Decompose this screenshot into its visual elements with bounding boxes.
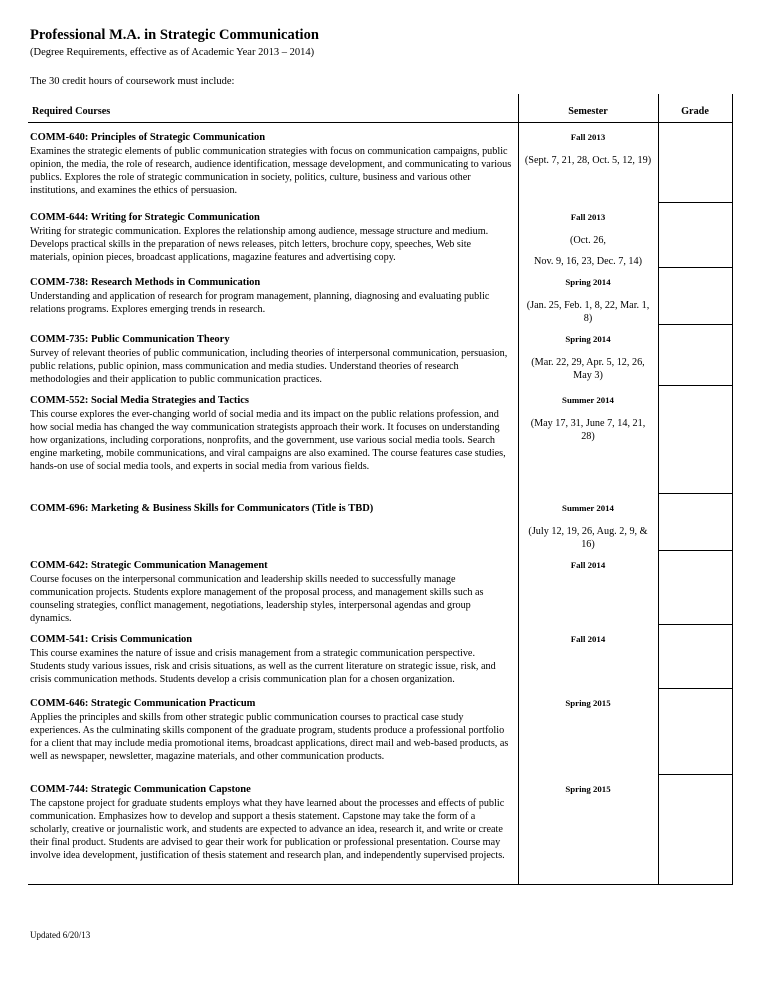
document-subtitle: (Degree Requirements, effective as of Academic Year 2013 – 2014) [30, 47, 315, 58]
session-dates-line: (May 17, 31, June 7, 14, 21, 28) [530, 417, 646, 442]
semester-term: Summer 2014 [562, 502, 614, 513]
session-dates-line: Nov. 9, 16, 23, Dec. 7, 14) [534, 255, 642, 267]
semester-term: Fall 2013 [570, 132, 606, 142]
course-title: COMM-744: Strategic Communication Capstone [30, 783, 251, 795]
semester-cell [518, 689, 658, 775]
session-dates [525, 525, 652, 551]
course-rows [28, 123, 732, 885]
requirements-table [28, 94, 733, 885]
course-cell [28, 268, 518, 325]
semester-term: Fall 2014 [570, 633, 606, 644]
grade-cell[interactable] [658, 551, 732, 625]
course-description: Applies the principles and skills from other strategic public communication courses to practical case study experiences. As the culminating skills component of the graduate program, students produce a professional portfolio for a client that may include media promotional items, broadcast applications, direct mail and web-based products, as well as newspaper, newsletter, magazine materials, and other communication products. [30, 711, 509, 762]
course-title: COMM-541: Crisis Communication [30, 633, 193, 645]
semester-cell [518, 268, 658, 325]
course-description: Understanding and application of research for program management, planning, diagnosing and evaluating public relations programs. Explores emerging trends in research. [30, 290, 490, 315]
semester-cell [518, 494, 658, 551]
updated-date: Updated 6/20/13 [30, 930, 91, 940]
grade-cell[interactable] [658, 494, 732, 551]
document-title: Professional M.A. in Strategic Communication [30, 27, 319, 43]
header-semester: Semester [518, 94, 658, 123]
course-title: COMM-735: Public Communication Theory [30, 333, 230, 345]
course-cell [28, 494, 518, 551]
table-row [28, 775, 732, 885]
table-row [28, 386, 732, 494]
course-cell [28, 386, 518, 494]
semester-cell [518, 551, 658, 625]
course-description: Writing for strategic communication. Explores the relationship among audience, message structure and medium. Develops practical skills in the preparation of news releases, pitch letters, brochure copy, speeches, Web site materials, opinion pieces, broadcast applications, magazine features and advertising copy. [30, 225, 489, 263]
header-required-courses: Required Courses [28, 94, 518, 123]
semester-term: Spring 2015 [565, 697, 611, 708]
table-row [28, 625, 732, 689]
session-dates-line: (July 12, 19, 26, Aug. 2, 9, & 16) [528, 525, 648, 550]
document-intro: The 30 credit hours of coursework must include: [30, 76, 235, 87]
semester-term: Spring 2015 [565, 783, 611, 794]
semester-cell [518, 625, 658, 689]
session-dates [525, 417, 652, 443]
table-row [28, 203, 732, 268]
course-title: COMM-642: Strategic Communication Management [30, 559, 268, 571]
session-dates-line: (Jan. 25, Feb. 1, 8, 22, Mar. 1, 8) [526, 299, 650, 324]
table-row [28, 551, 732, 625]
table-row [28, 494, 732, 551]
grade-cell[interactable] [658, 689, 732, 775]
header-grade: Grade [658, 94, 732, 123]
course-title: COMM-646: Strategic Communication Practicum [30, 697, 256, 709]
semester-term: Spring 2014 [565, 276, 611, 287]
grade-cell[interactable] [658, 775, 732, 885]
semester-term: Summer 2014 [562, 394, 614, 405]
session-dates [525, 154, 652, 167]
course-description: Survey of relevant theories of public communication, including theories of interpersonal communication, persuasion, public relations, public opinion, mass communication and media studies. Understand theories of research methodologies and their application to public communication practices. [30, 347, 508, 385]
grade-cell[interactable] [658, 386, 732, 494]
course-cell [28, 775, 518, 885]
course-title: COMM-640: Principles of Strategic Communication [30, 132, 266, 143]
course-title: COMM-738: Research Methods in Communication [30, 276, 261, 288]
semester-term: Spring 2014 [565, 333, 611, 344]
course-cell [28, 123, 518, 203]
course-cell [28, 551, 518, 625]
grade-cell[interactable] [658, 203, 732, 268]
course-cell [28, 625, 518, 689]
course-cell [28, 203, 518, 268]
table-row [28, 123, 732, 203]
course-title: COMM-644: Writing for Strategic Communication [30, 211, 260, 223]
semester-cell [518, 123, 658, 203]
grade-cell[interactable] [658, 625, 732, 689]
session-dates-line: (Mar. 22, 29, Apr. 5, 12, 26, May 3) [531, 356, 645, 381]
table-header-row [28, 94, 732, 123]
session-dates-line: (Sept. 7, 21, 28, Oct. 5, 12, 19) [524, 155, 652, 166]
session-dates-line: (Oct. 26, [570, 234, 606, 246]
course-cell [28, 689, 518, 775]
course-description: The capstone project for graduate students employs what they have learned about the processes and effects of public communication. Emphasizes how to develop and support a thesis statement. Capstone may take the form of a scholarly, creative or journalistic work, and students are expected to advance an idea, research it, and write or create their final product. Students are advised to gear their work for publication or professional presentation. Course may involve idea development, justification of thesis statement and research plan, and independently supervised projects. [30, 797, 505, 861]
course-description: This course explores the ever-changing world of social media and its impact on the public relations profession, and how social media has changed the way communication strategists approach their work. It focuses on understanding how organizations, including corporations, nonprofits, and the government, use various social media tools. Search engine marketing, mobile communications, and viral campaigns are also examined. The course features case studies, hands-on use of social media tools, and experts in social media from various fields. [30, 408, 506, 472]
semester-cell [518, 775, 658, 885]
table-row [28, 325, 732, 386]
course-cell [28, 325, 518, 386]
course-description: Course focuses on the interpersonal communication and leadership skills needed to successfully manage communication projects. Students explore management of the proposal process, and management skills such as counseling strategies, conflict management, negotiations, leadership styles, interpersonal agendas and group dynamics. [30, 573, 484, 624]
course-title: COMM-696: Marketing & Business Skills for Communicators (Title is TBD) [30, 502, 374, 514]
session-dates [525, 299, 652, 325]
table-row [28, 689, 732, 775]
course-description: Examines the strategic elements of public communication strategies with focus on communication campaigns, public opinion, the media, the role of research, audience identification, message development, and communicating to various publics. Explores the role of strategic communication in society, politics, culture, business and various other institutions, and examines the ethics of persuasion. [30, 146, 512, 196]
semester-cell [518, 386, 658, 494]
table-row [28, 268, 732, 325]
course-description: This course examines the nature of issue and crisis management from a strategic communication perspective. Students study various issues, risk and crisis situations, as well as the current literature on strategic issue, risk, and crisis communication methods. Students develop a crisis communication plan for a chosen organization. [30, 647, 496, 685]
course-title: COMM-552: Social Media Strategies and Tactics [30, 394, 250, 406]
grade-cell[interactable] [658, 325, 732, 386]
semester-term: Fall 2014 [570, 559, 606, 570]
semester-term: Fall 2013 [570, 211, 606, 222]
session-dates [525, 234, 652, 268]
grade-cell[interactable] [658, 123, 732, 203]
semester-cell [518, 325, 658, 386]
grade-cell[interactable] [658, 268, 732, 325]
semester-cell [518, 203, 658, 268]
session-dates [525, 356, 652, 382]
